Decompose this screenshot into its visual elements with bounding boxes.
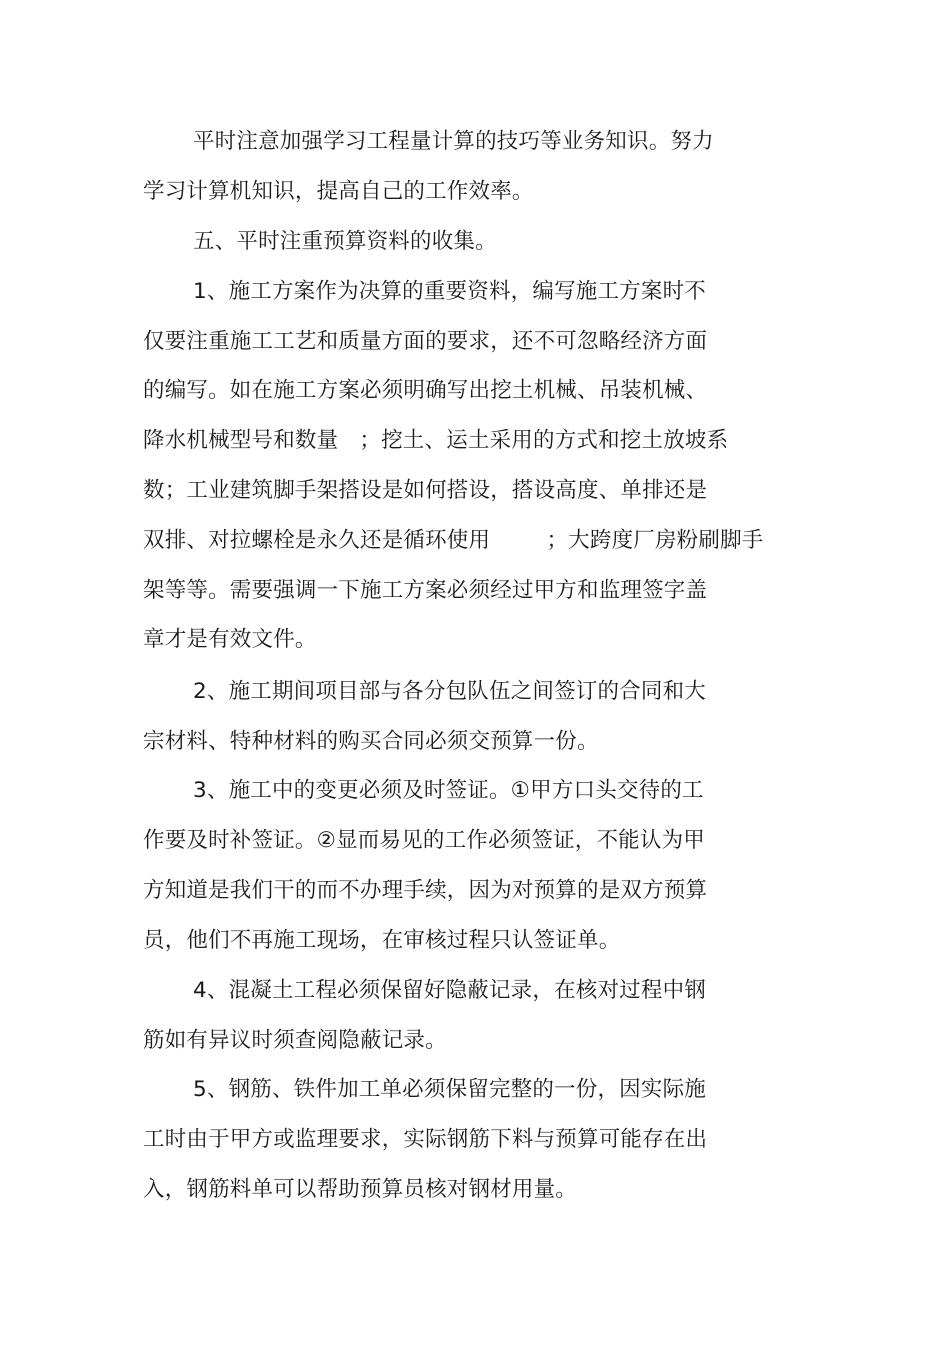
text-line: 4、混凝土工程必须保留好隐蔽记录，在核对过程中钢	[193, 978, 706, 1003]
text-line: 平时注意加强学习工程量计算的技巧等业务知识。努力	[193, 129, 714, 154]
text-line: 2、施工期间项目部与各分包队伍之间签订的合同和大	[193, 679, 706, 704]
text-line: 学习计算机知识，提高自己的工作效率。	[143, 179, 534, 204]
text-line: 数；工业建筑脚手架搭设是如何搭设，搭设高度、单排还是	[143, 478, 708, 503]
text-line: 作要及时补签证。②显而易见的工作必须签证，不能认为甲	[143, 828, 705, 853]
text-line: 筋如有异议时须查阅隐蔽记录。	[143, 1028, 447, 1053]
text-line: 员，他们不再施工现场，在审核过程只认签证单。	[143, 928, 621, 953]
text-line: 3、施工中的变更必须及时签证。①甲方口头交待的工	[193, 778, 704, 803]
text-line: 章才是有效文件。	[143, 627, 317, 652]
text-line: 方知道是我们干的而不办理手续，因为对预算的是双方预算	[143, 878, 708, 903]
text-line: 宗材料、特种材料的购买合同必须交预算一份。	[143, 729, 599, 754]
section-heading: 五、平时注重预算资料的收集。	[193, 229, 497, 254]
text-line: 降水机械型号和数量 ；挖土、运土采用的方式和挖土放坡系	[143, 428, 729, 453]
text-line: 入，钢筋料单可以帮助预算员核对钢材用量。	[143, 1177, 578, 1202]
text-line: 架等等。需要强调一下施工方案必须经过甲方和监理签字盖	[143, 578, 708, 603]
text-line: 双排、对拉螺栓是永久还是循环使用 ；大跨度厂房粉刷脚手	[143, 528, 764, 553]
text-line: 仅要注重施工工艺和质量方面的要求，还不可忽略经济方面	[143, 329, 708, 354]
text-line: 工时由于甲方或监理要求，实际钢筋下料与预算可能存在出	[143, 1127, 708, 1152]
text-line: 的编写。如在施工方案必须明确写出挖土机械、吊装机械、	[143, 378, 708, 403]
text-line: 1、施工方案作为决算的重要资料，编写施工方案时不	[193, 279, 706, 304]
text-line: 5、钢筋、铁件加工单必须保留完整的一份，因实际施	[193, 1077, 706, 1102]
